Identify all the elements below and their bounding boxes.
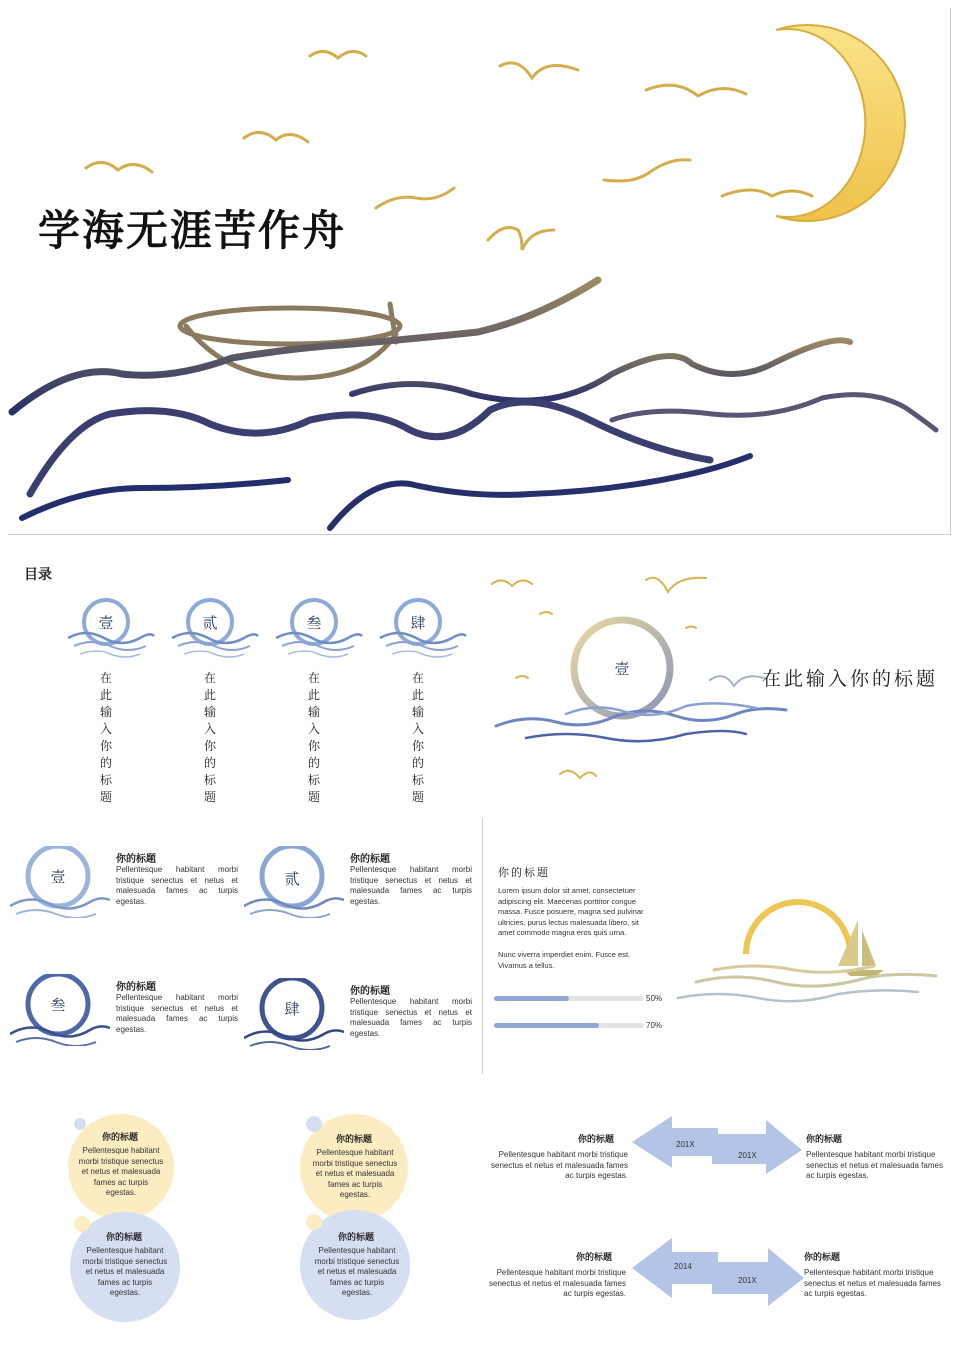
- quad-title: 你的标题: [116, 982, 156, 993]
- progress-fill: [494, 1023, 599, 1028]
- section-number: 壹: [614, 660, 630, 678]
- timeline-text: Pellentesque habitant morbi tristique senectus et netus et malesuada fames ac turpis egestas.: [804, 1268, 941, 1298]
- sun-sailboat-illustration: [676, 874, 948, 1014]
- cover-illustration: [8, 8, 950, 534]
- section-slide: [486, 548, 952, 808]
- circle-title: 你的标题: [105, 1232, 142, 1242]
- cover-title: 学海无涯苦作舟: [38, 206, 347, 255]
- dot-icon: [306, 1116, 322, 1132]
- toc-number: 贰: [202, 614, 218, 632]
- waves-icon: [12, 280, 936, 528]
- toc-item-3[interactable]: [274, 596, 364, 806]
- timeline-arrows-icon[interactable]: [632, 1116, 806, 1174]
- toc-item-2[interactable]: [170, 596, 260, 806]
- toc-number: 壹: [98, 614, 114, 632]
- timeline-title: 你的标题: [806, 1134, 843, 1144]
- toc-slide: [8, 548, 474, 808]
- circle-title: 你的标题: [101, 1132, 138, 1142]
- progress-label: 50%: [646, 994, 663, 1003]
- quad-text: Pellentesque habitant morbi tristique senectus et netus et malesuada fames ac turpis egestas.: [350, 865, 472, 906]
- arrow-label: 201X: [738, 1151, 757, 1160]
- progress-paragraph-2: Nunc viverra imperdiet enim. Fusce est. Vivamus a tellus.: [498, 950, 631, 970]
- progress-slide: [486, 818, 952, 1074]
- waves-icon: [678, 966, 936, 1001]
- progress-track: [494, 1023, 644, 1028]
- dot-icon: [306, 1214, 322, 1230]
- sun-ring-icon: [746, 902, 850, 954]
- quad-number: 叁: [50, 996, 66, 1014]
- timeline-arrows-icon[interactable]: [632, 1238, 806, 1306]
- progress-fill: [494, 996, 569, 1001]
- toc-label: 在此输入你的标题: [99, 671, 112, 804]
- circle-title: 你的标题: [335, 1134, 372, 1144]
- progress-title: 你的标题: [498, 867, 550, 879]
- toc-label: 在此输入你的标题: [411, 671, 424, 804]
- cover-slide: [8, 8, 951, 535]
- toc-label: 在此输入你的标题: [307, 671, 320, 804]
- toc-number: 肆: [410, 614, 426, 632]
- timeline-title: 你的标题: [578, 1134, 615, 1144]
- timeline-text: Pellentesque habitant morbi tristique senectus et netus et malesuada fames ac turpis egestas.: [806, 1150, 943, 1180]
- progress-paragraph-1: Lorem ipsum dolor sit amet, consectetuer adipiscing elit. Maecenas porttitor congue massa. Fusce posuere, magna sed pulvinar ultricies, purus lectus malesuada libero, sit amet commodo magna eros quis urna.: [498, 886, 644, 937]
- circle-title: 你的标题: [337, 1232, 374, 1242]
- timeline-title: 你的标题: [804, 1252, 841, 1262]
- arrow-label: 201X: [676, 1140, 695, 1149]
- timeline-slide: [486, 1090, 952, 1344]
- quad-number: 壹: [50, 868, 66, 886]
- progress-track: [494, 996, 644, 1001]
- circle-text: Pellentesque habitant morbi tristique senectus et netus et malesuada fames ac turpis egestas.: [312, 1148, 398, 1199]
- quad-text: Pellentesque habitant morbi tristique senectus et netus et malesuada fames ac turpis egestas.: [116, 993, 238, 1034]
- quad-title: 你的标题: [350, 986, 390, 997]
- quad-number: 肆: [284, 1000, 300, 1018]
- section-heading: 在此输入你的标题: [762, 668, 939, 690]
- quad-title: 你的标题: [350, 854, 390, 865]
- quad-number: 贰: [284, 870, 300, 888]
- quad-item-1[interactable]: [10, 846, 246, 946]
- toc-item-4[interactable]: [378, 596, 468, 806]
- progress-bar-1: [494, 996, 644, 1001]
- quad-item-2[interactable]: [244, 846, 480, 946]
- quad-item-4[interactable]: [244, 978, 480, 1074]
- circles-slide: [8, 1090, 474, 1344]
- toc-heading: 目录: [24, 566, 52, 582]
- progress-label: 70%: [646, 1021, 663, 1030]
- arrow-label: 2014: [674, 1262, 692, 1271]
- quad-title: 你的标题: [116, 854, 156, 865]
- circle-text: Pellentesque habitant morbi tristique senectus et netus et malesuada fames ac turpis egestas.: [314, 1246, 400, 1297]
- toc-label: 在此输入你的标题: [203, 671, 216, 804]
- arrow-label: 201X: [738, 1276, 757, 1285]
- toc-item-1[interactable]: [66, 596, 156, 806]
- timeline-title: 你的标题: [576, 1252, 613, 1262]
- circle-text: Pellentesque habitant morbi tristique senectus et netus et malesuada fames ac turpis egestas.: [82, 1246, 168, 1297]
- quad-item-3[interactable]: [10, 974, 246, 1074]
- progress-bar-2: [494, 1023, 644, 1028]
- quad-text: Pellentesque habitant morbi tristique senectus et netus et malesuada fames ac turpis egestas.: [350, 997, 472, 1038]
- circle-text: Pellentesque habitant morbi tristique senectus et netus et malesuada fames ac turpis egestas.: [78, 1146, 164, 1197]
- quad-text: Pellentesque habitant morbi tristique senectus et netus et malesuada fames ac turpis egestas.: [116, 865, 238, 906]
- timeline-text: Pellentesque habitant morbi tristique senectus et netus et malesuada fames ac turpis egestas.: [489, 1268, 626, 1298]
- quad-slide: [8, 818, 483, 1074]
- timeline-text: Pellentesque habitant morbi tristique senectus et netus et malesuada fames ac turpis egestas.: [491, 1150, 628, 1180]
- toc-number: 叁: [306, 614, 322, 632]
